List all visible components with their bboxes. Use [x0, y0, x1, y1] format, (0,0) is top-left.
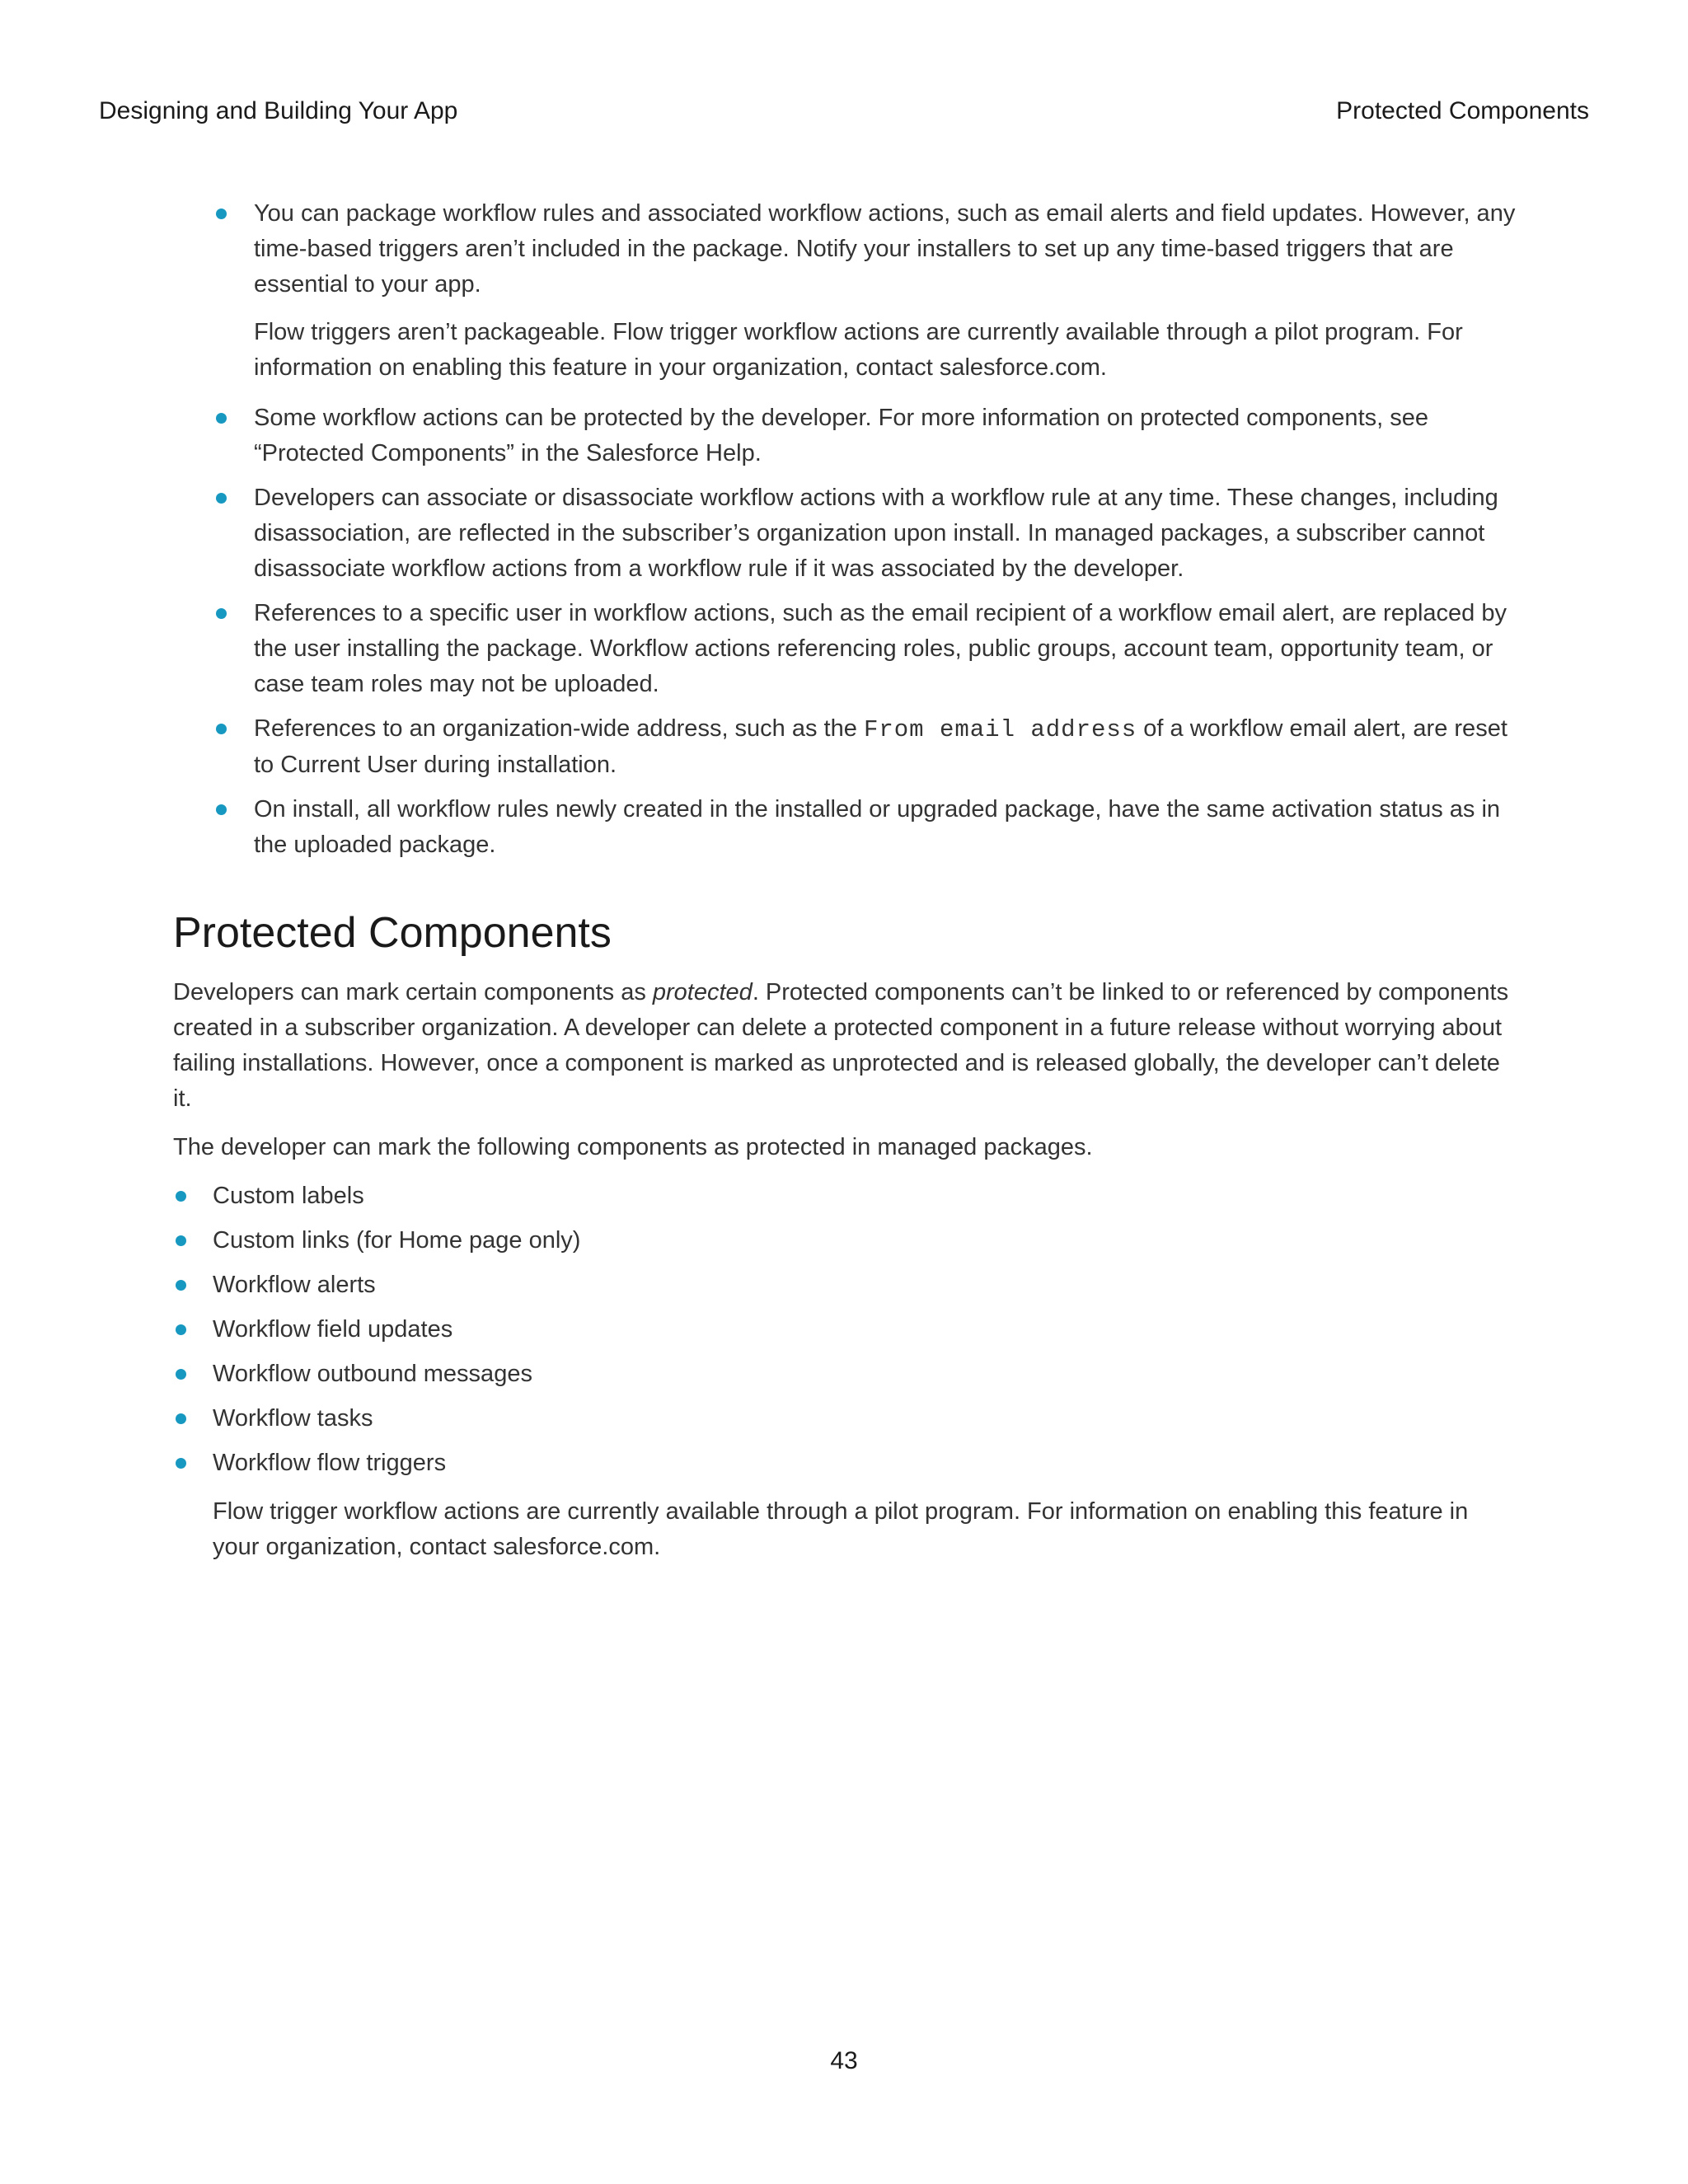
list-item	[173, 1357, 1517, 1392]
list-item	[173, 711, 1517, 783]
list-item-text: On install, all workflow rules newly created in the installed or upgraded package, have the same activation status as in the uploaded package.	[254, 796, 1501, 858]
page-header	[99, 97, 1589, 130]
header-chapter-title: Designing and Building Your App	[99, 97, 458, 124]
list-item	[173, 1312, 1517, 1347]
list-item-text: Workflow field updates	[213, 1316, 453, 1343]
bullet-icon	[216, 493, 227, 504]
text-segment: References to an organization-wide address, such as the	[254, 715, 864, 742]
header-section-title: Protected Components	[1336, 97, 1589, 124]
page-number: 43	[830, 2047, 858, 2074]
list-item	[173, 401, 1517, 471]
list-item-note: Flow triggers aren’t packageable. Flow trigger workflow actions are currently available through a pilot program. For information on enabling this feature in your organization, contact salesforce.com.	[254, 319, 1463, 381]
list-item	[173, 596, 1517, 702]
text-segment: of a workflow email alert, are reset to Current User during installation.	[254, 715, 1507, 778]
list-item	[173, 1401, 1517, 1436]
list-item-text: Workflow flow triggers	[213, 1450, 447, 1476]
list-item	[173, 1179, 1517, 1214]
bullet-icon	[176, 1280, 186, 1291]
list-item-text: References to a specific user in workflow actions, such as the email recipient of a workflow email alert, are replaced by the user installing the package. Workflow actions referencing roles, public groups, account team, opportunity team, or case team roles may not be uploaded.	[254, 600, 1507, 697]
list-intro: The developer can mark the following components as protected in managed packages.	[173, 1134, 1093, 1160]
list-item-text	[254, 711, 1517, 783]
bullet-icon	[216, 724, 227, 734]
text-segment: . Protected components can’t be linked to or referenced by components created in a subscriber organization. A developer can delete a protected component in a future release without worrying about failing installations. However, once a component is marked as unprotected and is released globally, the developer can’t delete it.	[173, 979, 1509, 1112]
code-from-email-address: From email address	[863, 716, 1137, 743]
list-item-note: Flow trigger workflow actions are currently available through a pilot program. For information on enabling this feature in your organization, contact salesforce.com.	[213, 1498, 1469, 1560]
bullet-icon	[216, 209, 227, 219]
list-item-text: Workflow outbound messages	[213, 1361, 532, 1387]
list-item-text: Custom links (for Home page only)	[213, 1227, 581, 1254]
section-heading: Protected Components	[173, 909, 612, 957]
list-item-text: You can package workflow rules and associated workflow actions, such as email alerts and field updates. However, any time-based triggers aren’t included in the package. Notify your installers to set up any time-based triggers that are essential to your app.	[254, 200, 1516, 298]
section-intro	[173, 975, 1517, 1117]
bullet-icon	[176, 1324, 186, 1335]
workflow-bullet-list	[173, 196, 1517, 863]
bullet-icon	[216, 804, 227, 815]
list-item	[173, 1268, 1517, 1303]
bullet-icon	[176, 1413, 186, 1424]
protected-components-list	[173, 1179, 1517, 1565]
list-item-text: Workflow alerts	[213, 1272, 376, 1298]
list-item-text: Workflow tasks	[213, 1405, 373, 1432]
list-item	[173, 792, 1517, 863]
list-item	[173, 196, 1517, 386]
bullet-icon	[176, 1458, 186, 1469]
page-content	[173, 196, 1517, 1574]
list-item	[173, 1446, 1517, 1565]
bullet-icon	[176, 1369, 186, 1380]
list-item-text: Custom labels	[213, 1183, 364, 1209]
list-item	[173, 1223, 1517, 1258]
bullet-icon	[176, 1235, 186, 1246]
bullet-icon	[216, 608, 227, 619]
bullet-icon	[216, 413, 227, 424]
list-item	[173, 480, 1517, 587]
text-segment: Developers can mark certain components as	[173, 979, 653, 1005]
list-item-text: Some workflow actions can be protected by the developer. For more information on protected components, see “Protected Components” in the Salesforce Help.	[254, 405, 1428, 466]
list-item-text: Developers can associate or disassociate workflow actions with a workflow rule at any time. These changes, including disassociation, are reflected in the subscriber’s organization upon install. In managed packages, a subscriber cannot disassociate workflow actions from a workflow rule if it was associated by the developer.	[254, 485, 1498, 582]
emphasis-protected: protected	[652, 979, 753, 1005]
bullet-icon	[176, 1191, 186, 1202]
